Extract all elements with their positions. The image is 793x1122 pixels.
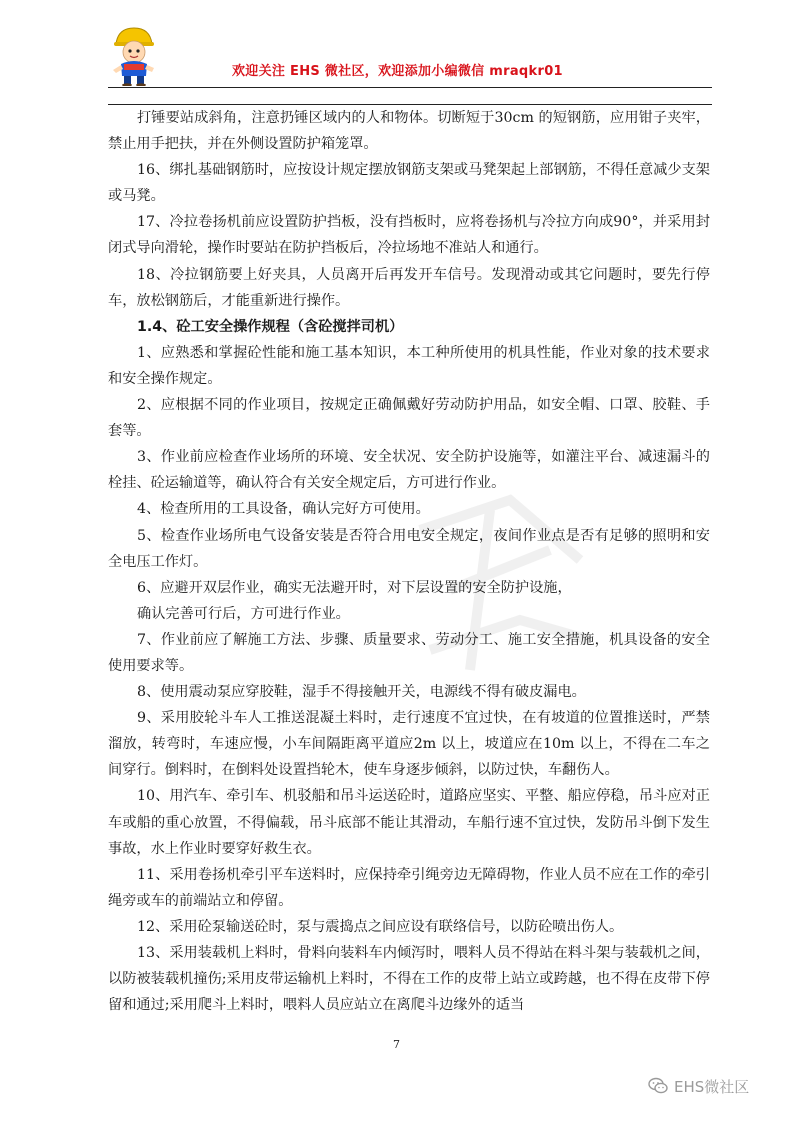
paragraph: 2、应根据不同的作业项目，按规定正确佩戴好劳动防护用品，如安全帽、口罩、胶鞋、手套等。	[108, 397, 710, 440]
section-heading: 1.4、砼工安全操作规程（含砼搅拌司机）	[137, 318, 404, 335]
paragraph: 1、应熟悉和掌握砼性能和施工基本知识，本工种所使用的机具性能，作业对象的技术要求和安全操作规定。	[108, 344, 710, 387]
paragraph: 18、冷拉钢筋要上好夹具，人员离开后再发开车信号。发现滑动或其它问题时，要先行停车，放松钢筋后，才能重新进行操作。	[108, 266, 710, 309]
page-number: 7	[393, 1038, 400, 1051]
footer-brand	[648, 1076, 749, 1096]
paragraph: 11、采用卷扬机牵引平车送料时，应保持牵引绳旁边无障碍物，作业人员不应在工作的牵引绳旁或车的前端站立和停留。	[108, 866, 710, 909]
page-header	[0, 0, 793, 100]
paragraph: 16、绑扎基础钢筋时，应按设计规定摆放钢筋支架或马凳架起上部钢筋，不得任意减少支架或马凳。	[108, 162, 710, 205]
construction-worker-mascot-icon	[108, 24, 158, 86]
footer-brand-text: EHS微社区	[674, 1077, 750, 1096]
document-body	[108, 105, 710, 1018]
paragraph: 4、检查所用的工具设备，确认完好方可使用。	[137, 501, 430, 518]
paragraph: 7、作业前应了解施工方法、步骤、质量要求、劳动分工、施工安全措施，机具设备的安全使用要求等。	[108, 631, 710, 674]
paragraph: 5、检查作业场所电气设备安装是否符合用电安全规定，夜间作业点是否有足够的照明和安全电压工作灯。	[108, 527, 710, 570]
paragraph: 确认完善可行后，方可进行作业。	[137, 605, 350, 622]
paragraph: 12、采用砼泵输送砼时，泵与震捣点之间应设有联络信号，以防砼喷出伤人。	[137, 918, 624, 935]
wechat-icon	[648, 1077, 668, 1095]
header-banner-text: 欢迎关注 EHS 微社区，欢迎添加小编微信 mraqkr01	[232, 64, 563, 79]
paragraph: 8、使用震动泵应穿胶鞋，湿手不得接触开关，电源线不得有破皮漏电。	[137, 684, 586, 701]
paragraph: 10、用汽车、牵引车、机驳船和吊斗运送砼时，道路应坚实、平整、船应停稳，吊斗应对正车或船的重心放置，不得偏载，吊斗底部不能让其滑动，车船行速不宜过快，发防吊斗倒下发生事故，水上作业时要穿好救生衣。	[108, 788, 710, 857]
header-divider	[108, 87, 712, 88]
paragraph: 13、采用装载机上料时，骨料向装料车内倾泻时，喂料人员不得站在料斗架与装载机之间，以防被装载机撞伤;采用皮带运输机上料时，不得在工作的皮带上站立或跨越，也不得在皮带下停留和通过;采用爬斗上料时，喂料人员应站立在离爬斗边缘外的适当	[108, 945, 710, 1014]
paragraph: 17、冷拉卷扬机前应设置防护挡板，没有挡板时，应将卷扬机与冷拉方向成90°，并采用封闭式导向滑轮，操作时要站在防护挡板后，冷拉场地不准站人和通行。	[108, 214, 710, 257]
paragraph: 9、采用胶轮斗车人工推送混凝土料时，走行速度不宜过快，在有坡道的位置推送时，严禁溜放，转弯时，车速应慢，小车间隔距离平道应2m 以上，坡道应在10m 以上，不得在二车之间穿行。倒料时，在倒料处设置挡轮木，使车身逐步倾斜，以防过快，车翻伤人。	[108, 710, 710, 779]
paragraph: 打锤要站成斜角，注意扔锤区域内的人和物体。切断短于30cm 的短钢筋，应用钳子夹牢，禁止用手把扶，并在外侧设置防护箱笼罩。	[108, 110, 710, 153]
paragraph: 3、作业前应检查作业场所的环境、安全状况、安全防护设施等，如灌注平台、减速漏斗的栓挂、砼运输道等，确认符合有关安全规定后，方可进行作业。	[108, 449, 710, 492]
paragraph: 6、应避开双层作业，确实无法避开时，对下层设置的安全防护设施，	[137, 579, 572, 596]
